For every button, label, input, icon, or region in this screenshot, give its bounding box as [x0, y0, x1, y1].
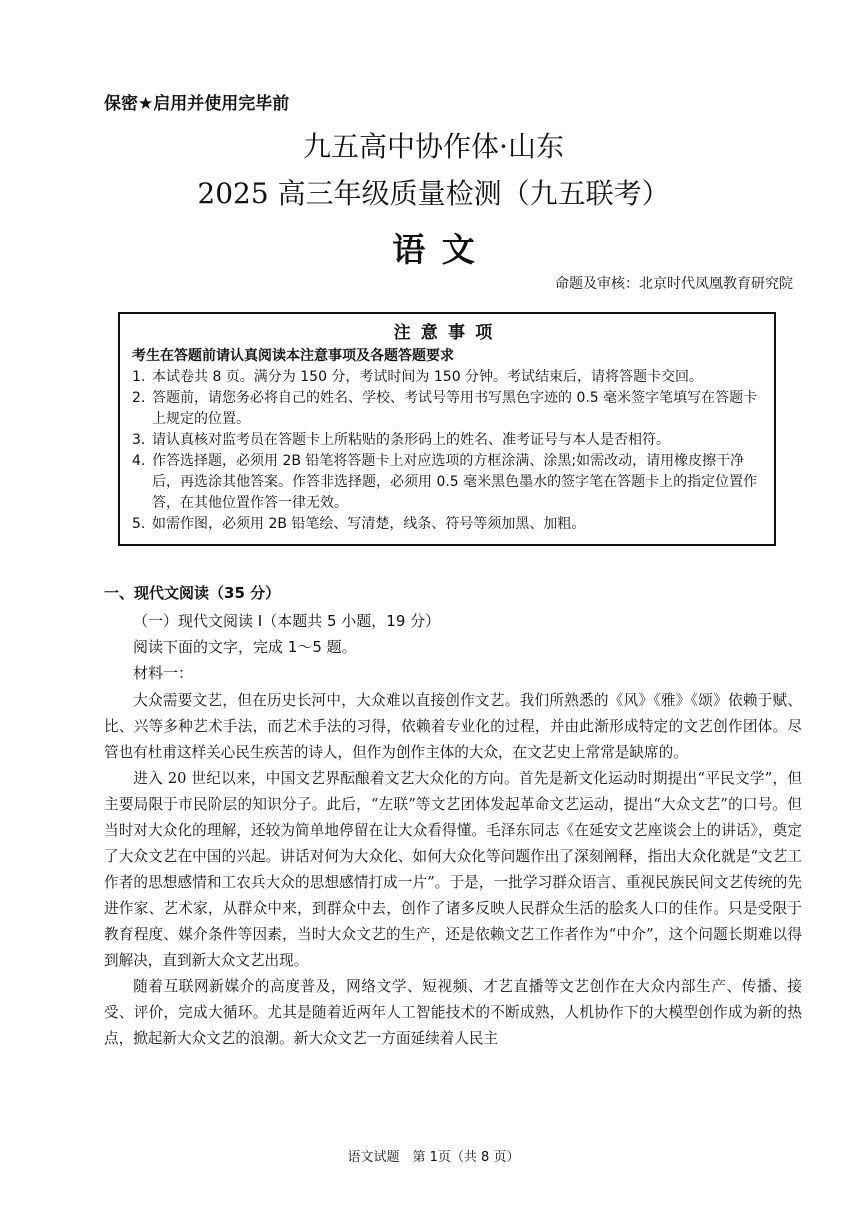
subsection-heading: （一）现代文阅读 I（本题共 5 小题，19 分）: [133, 612, 441, 630]
notice-box: [118, 312, 776, 546]
passage-paragraph: 进入 20 世纪以来，中国文艺界酝酿着文艺大众化的方向。首先是新文化运动时期提出“平民文学”，但主要局限于市民阶层的知识分子。此后，“左联”等文艺团体发起革命文艺运动，提出“大众文艺”的口号。但当时对大众化的理解，还较为简单地停留在让大众看得懂。毛泽东同志《在延安文艺座谈会上的讲话》，奠定了大众文艺在中国的兴起。讲话对何为大众化、如何大众化等问题作出了深刻阐释，指出大众化就是“文艺工作者的思想感情和工农兵大众的思想感情打成一片”。于是，一批学习群众语言、重视民族民间文艺传统的先进作家、艺术家，从群众中来，到群众中去，创作了诸多反映人民群众生活的脍炙人口的佳作。只是受限于教育程度、媒介条件等因素，当时大众文艺的生产，还是依赖文艺工作者作为“中介”，这个问题长期难以得到解决，直到新大众文艺出现。: [104, 770, 802, 969]
reading-passage: [104, 688, 802, 1052]
notice-item: [132, 388, 764, 430]
confidential-notice: 保密★启用并使用完毕前: [104, 94, 290, 114]
notice-item-text: 答题前，请您务必将自己的姓名、学校、考试号等用书写黑色字迹的 0.5 毫米签字笔填写在答题卡上规定的位置。: [152, 390, 758, 427]
notice-item-number: 1.: [132, 369, 146, 385]
material-label: 材料一：: [133, 664, 194, 682]
page-footer: 语文试题 第 1页（共 8 页）: [347, 1150, 520, 1165]
notice-item-number: 2.: [132, 390, 146, 406]
notice-item: [132, 451, 764, 514]
notice-item-number: 5.: [132, 516, 146, 532]
notice-item-text: 作答选择题，必须用 2B 铅笔将答题卡上对应选项的方框涂满、涂黑;如需改动，请用橡皮擦干净后，再选涂其他答案。作答非选择题，必须用 0.5 毫米黑色墨水的签字笔在答题卡上的指定位置作答，在其他位置作答一律无效。: [152, 453, 758, 511]
passage-paragraph: 大众需要文艺，但在历史长河中，大众难以直接创作文艺。我们所熟悉的《风》《雅》《颂》依赖于赋、比、兴等多种艺术手法，而艺术手法的习得，依赖着专业化的过程，并由此渐形成特定的文艺创作团体。尽管也有杜甫这样关心民生疾苦的诗人，但作为创作主体的大众，在文艺史上常常是缺席的。: [104, 692, 802, 761]
passage-paragraph: 随着互联网新媒介的高度普及，网络文学、短视频、才艺直播等文艺创作在大众内部生产、传播、接受、评价，完成大循环。尤其是随着近两年人工智能技术的不断成熟，人机协作下的大模型创作成为新的热点，掀起新大众文艺的浪潮。新大众文艺一方面延续着人民主: [104, 978, 802, 1047]
notice-item-text: 如需作图，必须用 2B 铅笔绘、写清楚，线条、符号等须加黑、加粗。: [152, 516, 586, 532]
notice-item: [132, 430, 764, 451]
section-heading: 一、现代文阅读（35 分）: [104, 584, 281, 602]
notice-item: [132, 367, 764, 388]
notice-subtitle: 考生在答题前请认真阅读本注意事项及各题答题要求: [132, 348, 454, 364]
exam-title-line2: 2025 高三年级质量检测（九五联考）: [197, 177, 670, 210]
notice-item-text: 请认真核对监考员在答题卡上所粘贴的条形码上的姓名、准考证号与本人是否相符。: [152, 432, 670, 448]
author-line: 命题及审核：北京时代凤凰教育研究院: [555, 276, 793, 292]
notice-item-number: 3.: [132, 432, 146, 448]
reading-instruction: 阅读下面的文字，完成 1～5 题。: [133, 638, 357, 656]
notice-title: 注意事项: [393, 323, 503, 343]
notice-item-number: 4.: [132, 453, 146, 469]
subject-title: 语文: [392, 230, 492, 269]
notice-item-text: 本试卷共 8 页。满分为 150 分，考试时间为 150 分钟。考试结束后，请将答题卡交回。: [152, 369, 704, 385]
exam-title-line1: 九五高中协作体·山东: [303, 130, 564, 163]
notice-item: [132, 514, 764, 535]
